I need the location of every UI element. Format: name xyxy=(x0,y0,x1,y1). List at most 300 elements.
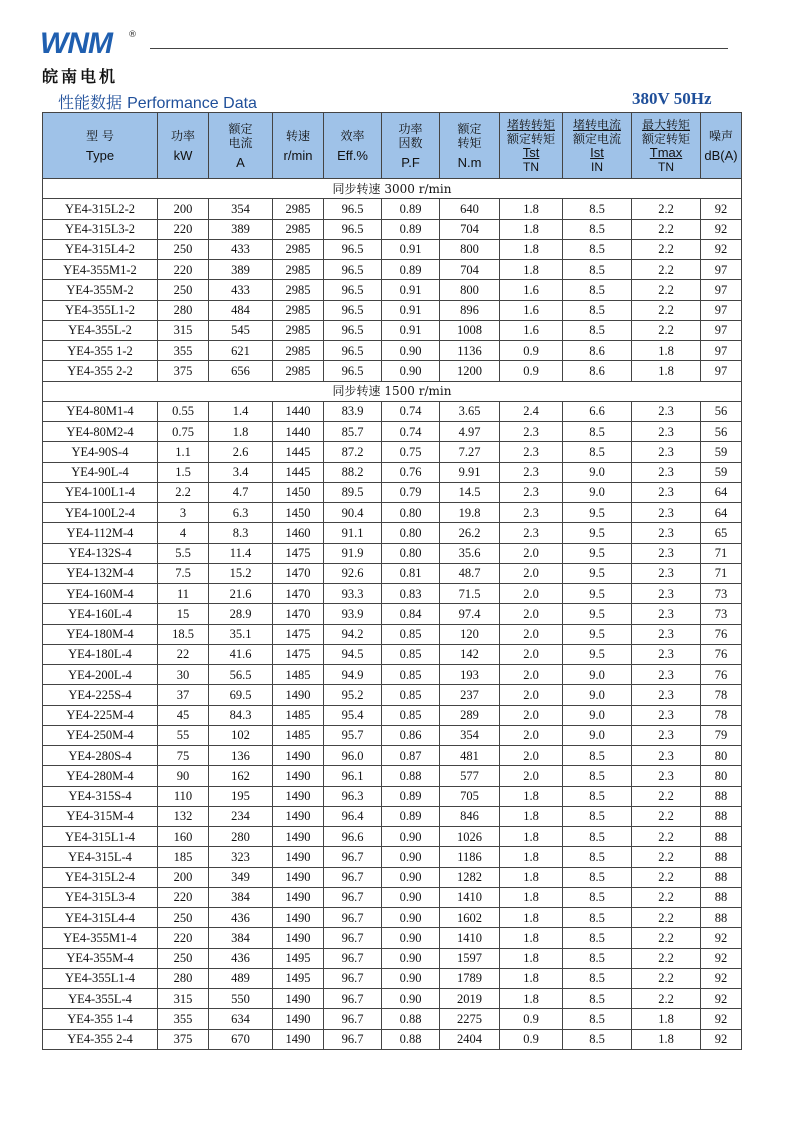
table-cell-power: 315 xyxy=(158,320,209,340)
table-cell-efficiency: 96.1 xyxy=(324,766,382,786)
table-cell-rated-current: 69.5 xyxy=(209,685,273,705)
table-cell-locked-torque-ratio: 2.0 xyxy=(500,665,563,685)
header-denominator: TN xyxy=(658,159,674,174)
table-cell-efficiency: 96.5 xyxy=(324,239,382,259)
table-cell-power: 110 xyxy=(158,786,209,806)
table-cell-locked-current-ratio: 9.5 xyxy=(563,523,632,543)
table-row xyxy=(43,280,742,300)
table-cell-noise: 97 xyxy=(701,320,742,340)
table-cell-rated-torque: 120 xyxy=(440,624,500,644)
table-cell-power: 30 xyxy=(158,665,209,685)
table-cell-type: YE4-355 2-2 xyxy=(43,361,158,381)
table-cell-noise: 88 xyxy=(701,827,742,847)
column-header-rated-torque xyxy=(440,113,500,179)
table-cell-locked-torque-ratio: 2.0 xyxy=(500,705,563,725)
table-cell-type: YE4-315L4-4 xyxy=(43,908,158,928)
table-cell-power: 355 xyxy=(158,341,209,361)
table-cell-efficiency: 91.9 xyxy=(324,543,382,563)
table-cell-rated-torque: 704 xyxy=(440,219,500,239)
table-cell-locked-torque-ratio: 1.8 xyxy=(500,239,563,259)
table-cell-power-factor: 0.90 xyxy=(382,928,440,948)
header-cn-line: 转速 xyxy=(285,128,310,143)
table-cell-max-torque-ratio: 2.3 xyxy=(632,523,701,543)
table-cell-locked-torque-ratio: 2.0 xyxy=(500,584,563,604)
table-cell-locked-current-ratio: 9.0 xyxy=(563,705,632,725)
table-cell-noise: 64 xyxy=(701,503,742,523)
table-cell-locked-current-ratio: 8.5 xyxy=(563,442,632,462)
table-row xyxy=(43,1009,742,1029)
table-cell-rated-torque: 35.6 xyxy=(440,543,500,563)
table-cell-power-factor: 0.90 xyxy=(382,867,440,887)
performance-table xyxy=(42,112,742,1050)
table-row xyxy=(43,806,742,826)
table-cell-power: 22 xyxy=(158,644,209,664)
table-cell-efficiency: 85.7 xyxy=(324,422,382,442)
table-cell-power-factor: 0.85 xyxy=(382,705,440,725)
table-cell-power: 185 xyxy=(158,847,209,867)
table-cell-type: YE4-355L-4 xyxy=(43,989,158,1009)
table-cell-rated-torque: 142 xyxy=(440,644,500,664)
table-cell-noise: 76 xyxy=(701,665,742,685)
table-cell-rated-current: 436 xyxy=(209,948,273,968)
table-cell-speed: 1450 xyxy=(273,503,324,523)
table-cell-efficiency: 96.5 xyxy=(324,219,382,239)
table-cell-locked-torque-ratio: 2.0 xyxy=(500,746,563,766)
table-cell-speed: 1490 xyxy=(273,847,324,867)
table-cell-max-torque-ratio: 2.2 xyxy=(632,968,701,988)
page-title-cn: 性能数据 xyxy=(58,93,123,112)
table-cell-locked-torque-ratio: 1.8 xyxy=(500,989,563,1009)
table-cell-locked-torque-ratio: 1.8 xyxy=(500,786,563,806)
header-cn-line: 效率 xyxy=(340,128,365,143)
table-cell-speed: 1470 xyxy=(273,563,324,583)
table-cell-speed: 1490 xyxy=(273,746,324,766)
table-cell-rated-torque: 48.7 xyxy=(440,563,500,583)
table-cell-efficiency: 89.5 xyxy=(324,482,382,502)
header-cn-line: 额定转矩 xyxy=(506,131,555,146)
table-cell-speed: 1490 xyxy=(273,908,324,928)
table-cell-locked-current-ratio: 8.5 xyxy=(563,928,632,948)
table-row xyxy=(43,685,742,705)
table-cell-locked-current-ratio: 8.5 xyxy=(563,948,632,968)
table-cell-rated-torque: 2019 xyxy=(440,989,500,1009)
table-cell-noise: 88 xyxy=(701,847,742,867)
table-cell-speed: 1490 xyxy=(273,827,324,847)
table-cell-rated-torque: 1008 xyxy=(440,320,500,340)
table-cell-power: 90 xyxy=(158,766,209,786)
table-cell-type: YE4-100L1-4 xyxy=(43,482,158,502)
table-cell-type: YE4-315L1-4 xyxy=(43,827,158,847)
table-row xyxy=(43,746,742,766)
header-cn-line: 最大转矩 xyxy=(641,117,690,132)
table-row xyxy=(43,908,742,928)
column-header-efficiency xyxy=(324,113,382,179)
table-cell-locked-current-ratio: 8.5 xyxy=(563,422,632,442)
table-cell-rated-torque: 1282 xyxy=(440,867,500,887)
table-cell-rated-torque: 1186 xyxy=(440,847,500,867)
table-cell-speed: 1490 xyxy=(273,806,324,826)
table-cell-rated-current: 545 xyxy=(209,320,273,340)
table-row xyxy=(43,604,742,624)
table-cell-speed: 1475 xyxy=(273,624,324,644)
table-cell-type: YE4-280M-4 xyxy=(43,766,158,786)
table-cell-power: 2.2 xyxy=(158,482,209,502)
table-cell-speed: 2985 xyxy=(273,320,324,340)
header-rule xyxy=(150,48,728,49)
table-cell-power: 1.1 xyxy=(158,442,209,462)
header-en-label: N.m xyxy=(457,154,482,170)
table-cell-rated-current: 4.7 xyxy=(209,482,273,502)
table-cell-efficiency: 96.7 xyxy=(324,1029,382,1049)
table-cell-max-torque-ratio: 2.2 xyxy=(632,280,701,300)
header-cn-line: 额定 xyxy=(457,121,482,136)
table-cell-power-factor: 0.85 xyxy=(382,644,440,664)
table-cell-locked-current-ratio: 8.5 xyxy=(563,968,632,988)
table-cell-power-factor: 0.76 xyxy=(382,462,440,482)
table-row xyxy=(43,361,742,381)
table-cell-max-torque-ratio: 1.8 xyxy=(632,1029,701,1049)
table-cell-rated-torque: 4.97 xyxy=(440,422,500,442)
table-cell-type: YE4-160L-4 xyxy=(43,604,158,624)
header-en-label: dB(A) xyxy=(704,147,738,163)
table-cell-rated-torque: 896 xyxy=(440,300,500,320)
table-cell-noise: 79 xyxy=(701,725,742,745)
table-cell-max-torque-ratio: 1.8 xyxy=(632,361,701,381)
table-cell-type: YE4-315L-4 xyxy=(43,847,158,867)
table-cell-power: 18.5 xyxy=(158,624,209,644)
table-cell-rated-torque: 237 xyxy=(440,685,500,705)
table-row xyxy=(43,827,742,847)
table-cell-max-torque-ratio: 2.3 xyxy=(632,766,701,786)
table-cell-power-factor: 0.89 xyxy=(382,260,440,280)
table-cell-rated-torque: 1026 xyxy=(440,827,500,847)
table-cell-power-factor: 0.89 xyxy=(382,219,440,239)
table-cell-rated-torque: 97.4 xyxy=(440,604,500,624)
table-cell-rated-current: 384 xyxy=(209,887,273,907)
table-cell-locked-torque-ratio: 1.8 xyxy=(500,968,563,988)
table-cell-rated-current: 349 xyxy=(209,867,273,887)
header-en-label: Tmax xyxy=(649,144,683,160)
column-header-power-factor xyxy=(382,113,440,179)
table-row xyxy=(43,442,742,462)
table-cell-noise: 88 xyxy=(701,806,742,826)
table-row xyxy=(43,300,742,320)
table-cell-max-torque-ratio: 2.3 xyxy=(632,685,701,705)
header-en-label: Ist xyxy=(590,144,604,160)
table-cell-type: YE4-225S-4 xyxy=(43,685,158,705)
table-cell-efficiency: 96.5 xyxy=(324,260,382,280)
table-cell-speed: 1490 xyxy=(273,887,324,907)
table-cell-locked-torque-ratio: 1.8 xyxy=(500,887,563,907)
table-cell-type: YE4-160M-4 xyxy=(43,584,158,604)
table-cell-rated-torque: 14.5 xyxy=(440,482,500,502)
table-cell-rated-current: 489 xyxy=(209,968,273,988)
table-cell-power-factor: 0.84 xyxy=(382,604,440,624)
table-cell-max-torque-ratio: 1.8 xyxy=(632,1009,701,1029)
table-cell-efficiency: 96.7 xyxy=(324,948,382,968)
table-cell-power: 0.75 xyxy=(158,422,209,442)
column-header-speed xyxy=(273,113,324,179)
table-cell-speed: 1445 xyxy=(273,462,324,482)
header-en-label: Eff.% xyxy=(337,147,368,163)
table-cell-efficiency: 96.5 xyxy=(324,341,382,361)
table-cell-locked-current-ratio: 8.5 xyxy=(563,786,632,806)
table-cell-max-torque-ratio: 2.2 xyxy=(632,908,701,928)
table-cell-type: YE4-200L-4 xyxy=(43,665,158,685)
table-cell-rated-torque: 1410 xyxy=(440,887,500,907)
table-cell-efficiency: 96.7 xyxy=(324,887,382,907)
table-cell-rated-torque: 7.27 xyxy=(440,442,500,462)
table-cell-type: YE4-280S-4 xyxy=(43,746,158,766)
table-cell-power: 220 xyxy=(158,887,209,907)
table-cell-rated-torque: 800 xyxy=(440,280,500,300)
table-cell-rated-torque: 289 xyxy=(440,705,500,725)
header-en-label: kW xyxy=(173,147,193,163)
table-cell-max-torque-ratio: 2.2 xyxy=(632,239,701,259)
table-cell-power-factor: 0.75 xyxy=(382,442,440,462)
table-cell-locked-torque-ratio: 1.8 xyxy=(500,827,563,847)
table-cell-power-factor: 0.88 xyxy=(382,1009,440,1029)
table-cell-efficiency: 95.4 xyxy=(324,705,382,725)
table-cell-type: YE4-355M1-2 xyxy=(43,260,158,280)
table-row xyxy=(43,584,742,604)
table-cell-efficiency: 96.7 xyxy=(324,1009,382,1029)
table-cell-speed: 1485 xyxy=(273,665,324,685)
header-cn-line: 额定转矩 xyxy=(641,131,690,146)
table-cell-locked-current-ratio: 9.5 xyxy=(563,563,632,583)
table-cell-type: YE4-112M-4 xyxy=(43,523,158,543)
table-cell-type: YE4-132M-4 xyxy=(43,563,158,583)
table-cell-max-torque-ratio: 2.3 xyxy=(632,705,701,725)
table-cell-type: YE4-80M2-4 xyxy=(43,422,158,442)
table-cell-noise: 92 xyxy=(701,1009,742,1029)
header-cn-line: 电流 xyxy=(228,135,253,150)
table-cell-type: YE4-315L2-2 xyxy=(43,199,158,219)
table-cell-speed: 1470 xyxy=(273,584,324,604)
table-cell-locked-current-ratio: 8.6 xyxy=(563,361,632,381)
table-row xyxy=(43,766,742,786)
table-row xyxy=(43,523,742,543)
table-row xyxy=(43,543,742,563)
table-cell-power-factor: 0.85 xyxy=(382,624,440,644)
table-cell-power-factor: 0.90 xyxy=(382,827,440,847)
table-cell-efficiency: 96.0 xyxy=(324,746,382,766)
header-en-label: r/min xyxy=(283,147,313,163)
table-cell-locked-current-ratio: 9.0 xyxy=(563,725,632,745)
table-cell-power-factor: 0.80 xyxy=(382,503,440,523)
table-cell-locked-current-ratio: 8.5 xyxy=(563,1029,632,1049)
table-cell-noise: 71 xyxy=(701,543,742,563)
table-cell-efficiency: 96.7 xyxy=(324,989,382,1009)
table-cell-noise: 73 xyxy=(701,604,742,624)
table-cell-locked-torque-ratio: 1.8 xyxy=(500,847,563,867)
table-cell-rated-torque: 1597 xyxy=(440,948,500,968)
table-cell-efficiency: 90.4 xyxy=(324,503,382,523)
table-cell-power-factor: 0.86 xyxy=(382,725,440,745)
table-cell-power-factor: 0.83 xyxy=(382,584,440,604)
table-cell-efficiency: 96.4 xyxy=(324,806,382,826)
table-cell-rated-torque: 704 xyxy=(440,260,500,280)
table-cell-rated-current: 436 xyxy=(209,908,273,928)
table-cell-rated-torque: 481 xyxy=(440,746,500,766)
table-cell-locked-torque-ratio: 2.3 xyxy=(500,422,563,442)
table-cell-rated-current: 136 xyxy=(209,746,273,766)
table-cell-noise: 71 xyxy=(701,563,742,583)
table-cell-power-factor: 0.90 xyxy=(382,948,440,968)
table-cell-power-factor: 0.74 xyxy=(382,422,440,442)
table-row xyxy=(43,341,742,361)
table-cell-locked-current-ratio: 9.5 xyxy=(563,503,632,523)
table-cell-locked-current-ratio: 9.5 xyxy=(563,644,632,664)
table-cell-speed: 1460 xyxy=(273,523,324,543)
table-cell-locked-torque-ratio: 1.8 xyxy=(500,806,563,826)
table-row xyxy=(43,786,742,806)
table-cell-noise: 92 xyxy=(701,199,742,219)
table-cell-type: YE4-90S-4 xyxy=(43,442,158,462)
table-cell-type: YE4-315L2-4 xyxy=(43,867,158,887)
table-cell-locked-torque-ratio: 2.3 xyxy=(500,482,563,502)
table-row xyxy=(43,665,742,685)
table-cell-power: 0.55 xyxy=(158,401,209,421)
table-cell-power: 280 xyxy=(158,300,209,320)
table-cell-power: 220 xyxy=(158,219,209,239)
table-cell-type: YE4-250M-4 xyxy=(43,725,158,745)
table-cell-speed: 2985 xyxy=(273,280,324,300)
table-cell-rated-current: 41.6 xyxy=(209,644,273,664)
table-cell-speed: 1490 xyxy=(273,928,324,948)
table-cell-noise: 78 xyxy=(701,705,742,725)
table-cell-power-factor: 0.90 xyxy=(382,989,440,1009)
table-cell-efficiency: 96.6 xyxy=(324,827,382,847)
table-cell-noise: 92 xyxy=(701,928,742,948)
table-cell-power-factor: 0.91 xyxy=(382,320,440,340)
table-cell-max-torque-ratio: 1.8 xyxy=(632,341,701,361)
table-cell-noise: 65 xyxy=(701,523,742,543)
table-cell-locked-current-ratio: 8.5 xyxy=(563,766,632,786)
table-cell-power-factor: 0.87 xyxy=(382,746,440,766)
table-cell-power-factor: 0.85 xyxy=(382,685,440,705)
table-cell-locked-torque-ratio: 1.8 xyxy=(500,908,563,928)
table-cell-speed: 1440 xyxy=(273,422,324,442)
table-cell-locked-torque-ratio: 1.6 xyxy=(500,280,563,300)
table-cell-power: 280 xyxy=(158,968,209,988)
table-cell-locked-torque-ratio: 2.0 xyxy=(500,563,563,583)
table-cell-locked-torque-ratio: 2.3 xyxy=(500,523,563,543)
table-cell-rated-current: 621 xyxy=(209,341,273,361)
table-row xyxy=(43,725,742,745)
table-cell-rated-current: 433 xyxy=(209,239,273,259)
table-row xyxy=(43,239,742,259)
table-cell-speed: 1490 xyxy=(273,867,324,887)
table-cell-noise: 97 xyxy=(701,280,742,300)
column-header-type xyxy=(43,113,158,179)
table-cell-power: 5.5 xyxy=(158,543,209,563)
table-cell-rated-current: 11.4 xyxy=(209,543,273,563)
table-cell-power-factor: 0.79 xyxy=(382,482,440,502)
table-cell-max-torque-ratio: 2.3 xyxy=(632,442,701,462)
table-cell-type: YE4-355L1-4 xyxy=(43,968,158,988)
table-cell-locked-torque-ratio: 2.0 xyxy=(500,644,563,664)
table-cell-speed: 1485 xyxy=(273,705,324,725)
page-title-en: Performance Data xyxy=(127,95,257,112)
table-cell-noise: 92 xyxy=(701,968,742,988)
table-cell-max-torque-ratio: 2.2 xyxy=(632,867,701,887)
table-cell-type: YE4-355 1-2 xyxy=(43,341,158,361)
table-cell-rated-current: 323 xyxy=(209,847,273,867)
table-cell-type: YE4-100L2-4 xyxy=(43,503,158,523)
table-cell-noise: 97 xyxy=(701,260,742,280)
table-cell-rated-current: 2.6 xyxy=(209,442,273,462)
table-cell-efficiency: 93.3 xyxy=(324,584,382,604)
table-cell-max-torque-ratio: 2.2 xyxy=(632,948,701,968)
column-header-max-torque-ratio xyxy=(632,113,701,179)
table-cell-power: 375 xyxy=(158,1029,209,1049)
table-cell-locked-current-ratio: 9.0 xyxy=(563,462,632,482)
table-cell-type: YE4-315L3-4 xyxy=(43,887,158,907)
header-en-label: A xyxy=(236,154,245,170)
header-cn-line: 功率 xyxy=(170,128,195,143)
table-cell-locked-torque-ratio: 1.6 xyxy=(500,300,563,320)
table-cell-max-torque-ratio: 2.3 xyxy=(632,543,701,563)
header-cn-line: 功率 xyxy=(398,121,423,136)
table-row xyxy=(43,968,742,988)
table-cell-locked-torque-ratio: 2.4 xyxy=(500,401,563,421)
table-cell-locked-current-ratio: 8.5 xyxy=(563,260,632,280)
table-cell-efficiency: 91.1 xyxy=(324,523,382,543)
table-cell-locked-current-ratio: 8.5 xyxy=(563,887,632,907)
table-cell-noise: 76 xyxy=(701,624,742,644)
table-cell-power-factor: 0.90 xyxy=(382,887,440,907)
table-cell-efficiency: 96.5 xyxy=(324,199,382,219)
table-cell-rated-torque: 9.91 xyxy=(440,462,500,482)
table-row xyxy=(43,847,742,867)
header-denominator: TN xyxy=(523,159,539,174)
table-cell-locked-torque-ratio: 2.0 xyxy=(500,725,563,745)
table-cell-speed: 1485 xyxy=(273,725,324,745)
table-cell-power-factor: 0.91 xyxy=(382,300,440,320)
table-row xyxy=(43,887,742,907)
table-cell-locked-torque-ratio: 2.3 xyxy=(500,462,563,482)
table-cell-locked-current-ratio: 8.5 xyxy=(563,847,632,867)
table-cell-noise: 59 xyxy=(701,462,742,482)
table-cell-type: YE4-315S-4 xyxy=(43,786,158,806)
table-cell-power: 45 xyxy=(158,705,209,725)
table-cell-rated-torque: 1789 xyxy=(440,968,500,988)
table-cell-max-torque-ratio: 2.3 xyxy=(632,422,701,442)
table-cell-speed: 1490 xyxy=(273,685,324,705)
table-row xyxy=(43,705,742,725)
table-cell-power-factor: 0.85 xyxy=(382,665,440,685)
table-cell-rated-current: 670 xyxy=(209,1029,273,1049)
header-cn-line: 堵转电流 xyxy=(572,117,621,132)
table-row xyxy=(43,989,742,1009)
table-cell-rated-torque: 354 xyxy=(440,725,500,745)
table-cell-locked-current-ratio: 8.5 xyxy=(563,239,632,259)
table-cell-efficiency: 96.5 xyxy=(324,361,382,381)
table-cell-power-factor: 0.90 xyxy=(382,847,440,867)
table-cell-power: 11 xyxy=(158,584,209,604)
company-logo xyxy=(40,28,140,84)
table-cell-power-factor: 0.90 xyxy=(382,361,440,381)
table-cell-locked-current-ratio: 9.0 xyxy=(563,482,632,502)
header-cn-line: 噪声 xyxy=(708,128,733,143)
table-cell-rated-current: 35.1 xyxy=(209,624,273,644)
table-cell-rated-current: 162 xyxy=(209,766,273,786)
table-cell-type: YE4-355L-2 xyxy=(43,320,158,340)
table-cell-speed: 2985 xyxy=(273,239,324,259)
section-label: 同步转速 3000 r/min xyxy=(43,179,742,199)
table-cell-rated-current: 8.3 xyxy=(209,523,273,543)
